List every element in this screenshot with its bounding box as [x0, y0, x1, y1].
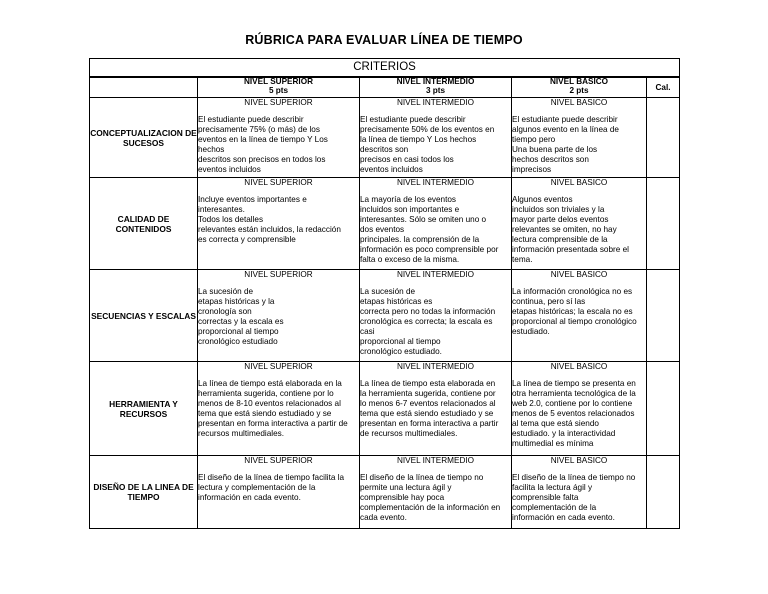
rubric-cell — [512, 362, 647, 456]
cell-description: La sucesión de etapas históricas y la cronología son correctas y la escala es proporcional al tiempo cronológico estudiado — [198, 287, 284, 346]
rubric-cell — [360, 456, 512, 529]
score-cell[interactable] — [647, 178, 680, 270]
cell-level-label: NIVEL BASICO — [550, 456, 608, 465]
cell-level-label: NIVEL SUPERIOR — [244, 178, 313, 187]
cell-description: El estudiante puede describir algunos evento en la línea de tiempo pero Una buena parte de los hechos descritos son imprecisos — [512, 115, 619, 174]
table-row — [90, 178, 680, 270]
cell-level-label: NIVEL BASICO — [550, 270, 608, 279]
cell-description: La línea de tiempo esta elaborada en la herramienta sugerida, contiene por lo menos 6-7 eventos relacionados al tema que está siendo estudiado y se presentan en forma interactiva a partir de recursos multimediales. — [360, 379, 499, 438]
cell-description: El diseño de la línea de tiempo no facilita la lectura ágil y comprensible falta complementación de la información en cada evento. — [512, 473, 636, 522]
cell-level-label: NIVEL SUPERIOR — [244, 362, 313, 371]
cell-level-label: NIVEL SUPERIOR — [244, 270, 313, 279]
criterion-label: CALIDAD DE CONTENIDOS — [90, 178, 198, 270]
cell-level-label: NIVEL BASICO — [550, 362, 608, 371]
cell-level-label: NIVEL INTERMEDIO — [396, 178, 475, 187]
criterios-header: CRITERIOS — [90, 59, 680, 78]
cell-level-label: NIVEL INTERMEDIO — [396, 98, 475, 107]
rubric-cell — [198, 98, 360, 178]
page-title: RÚBRICA PARA EVALUAR LÍNEA DE TIEMPO — [245, 33, 523, 47]
cell-level-label: NIVEL INTERMEDIO — [396, 270, 475, 279]
score-cell[interactable] — [647, 98, 680, 178]
rubric-cell — [360, 270, 512, 362]
cell-level-label: NIVEL SUPERIOR — [244, 456, 313, 465]
level-points: 5 pts — [268, 85, 289, 95]
cell-description: La sucesión de etapas históricas es correcta pero no todas la información cronológica es correcta; la escala es casi proporcional al tiempo cronológico estudiado. — [360, 287, 496, 356]
cell-description: El estudiante puede describir precisamente 50% de los eventos en la línea de tiempo Y Los hechos descritos son precisos en casi todos los eventos incluidos — [360, 115, 495, 174]
criterion-label: SECUENCIAS Y ESCALAS — [90, 270, 198, 362]
criterion-header-blank — [90, 77, 198, 98]
cell-level-label: NIVEL INTERMEDIO — [396, 362, 475, 371]
level-name: NIVEL BASICO — [549, 77, 609, 86]
cell-level-label: NIVEL BASICO — [550, 178, 608, 187]
level-points: 3 pts — [425, 85, 446, 95]
level-header-intermedio — [360, 77, 512, 98]
level-header-basico — [512, 77, 647, 98]
rubric-cell — [512, 98, 647, 178]
cell-description: La mayoría de los eventos incluidos son importantes e interesantes. Sólo se omiten uno o dos eventos principales. la comprensión de la información es poco comprensible por falta o exceso de la misma. — [360, 195, 499, 264]
cell-description: Incluye eventos importantes e interesantes. Todos los detalles relevantes están incluidos, la redacción es correcta y comprensible — [198, 195, 341, 244]
cell-description: La línea de tiempo está elaborada en la herramienta sugerida, contiene por lo menos de 8-10 eventos relacionados al tema que está siendo estudiado y se presentan en forma interactiva a partir de recursos multimediales. — [198, 379, 348, 438]
rubric-cell — [198, 178, 360, 270]
cell-description: El diseño de la línea de tiempo no permite una lectura ágil y comprensible hay poca complementación de la información en cada evento. — [360, 473, 501, 522]
criterion-label: CONCEPTUALIZACION DE SUCESOS — [90, 98, 198, 178]
rubric-cell — [512, 270, 647, 362]
table-row — [90, 270, 680, 362]
cell-description: La información cronológica no es continua, pero sí las etapas históricas; la escala no es proporcional al tiempo cronológico estudiado. — [512, 287, 637, 336]
criterion-label: DISEÑO DE LA LINEA DE TIEMPO — [90, 456, 198, 529]
cal-header: Cal. — [647, 77, 680, 98]
table-row — [90, 456, 680, 529]
rubric-cell — [512, 178, 647, 270]
rubric-cell — [360, 178, 512, 270]
rubric-table — [89, 58, 680, 529]
cell-description: El diseño de la línea de tiempo facilita la lectura y complementación de la información en cada evento. — [198, 473, 345, 502]
rubric-cell — [360, 362, 512, 456]
level-header-superior — [198, 77, 360, 98]
level-points: 2 pts — [569, 85, 589, 95]
rubric-cell — [512, 456, 647, 529]
cell-description: El estudiante puede describir precisamente 75% (o más) de los eventos en la línea de tiempo Y Los hechos descritos son precisos en todos los eventos incluidos — [198, 115, 328, 174]
cell-level-label: NIVEL SUPERIOR — [244, 98, 313, 107]
rubric-cell — [198, 456, 360, 529]
cell-description: La línea de tiempo se presenta en otra herramienta tecnológica de la web 2.0, contiene por lo contiene menos de 5 eventos relacionados al tema que está siendo estudiado. y la interactividad multimedial es mínima — [512, 379, 636, 448]
score-cell[interactable] — [647, 456, 680, 529]
table-row — [90, 98, 680, 178]
level-name: NIVEL INTERMEDIO — [396, 77, 475, 86]
criterion-label: HERRAMIENTA Y RECURSOS — [90, 362, 198, 456]
table-row — [90, 362, 680, 456]
score-cell[interactable] — [647, 270, 680, 362]
rubric-cell — [360, 98, 512, 178]
rubric-cell — [198, 362, 360, 456]
cell-description: Algunos eventos incluidos son triviales y la mayor parte delos eventos relevantes se omiten, no hay lectura comprensible de la información presentada sobre el tema. — [512, 195, 629, 264]
rubric-cell — [198, 270, 360, 362]
cell-level-label: NIVEL BASICO — [550, 98, 608, 107]
level-name: NIVEL SUPERIOR — [243, 77, 313, 86]
cell-level-label: NIVEL INTERMEDIO — [396, 456, 475, 465]
score-cell[interactable] — [647, 362, 680, 456]
